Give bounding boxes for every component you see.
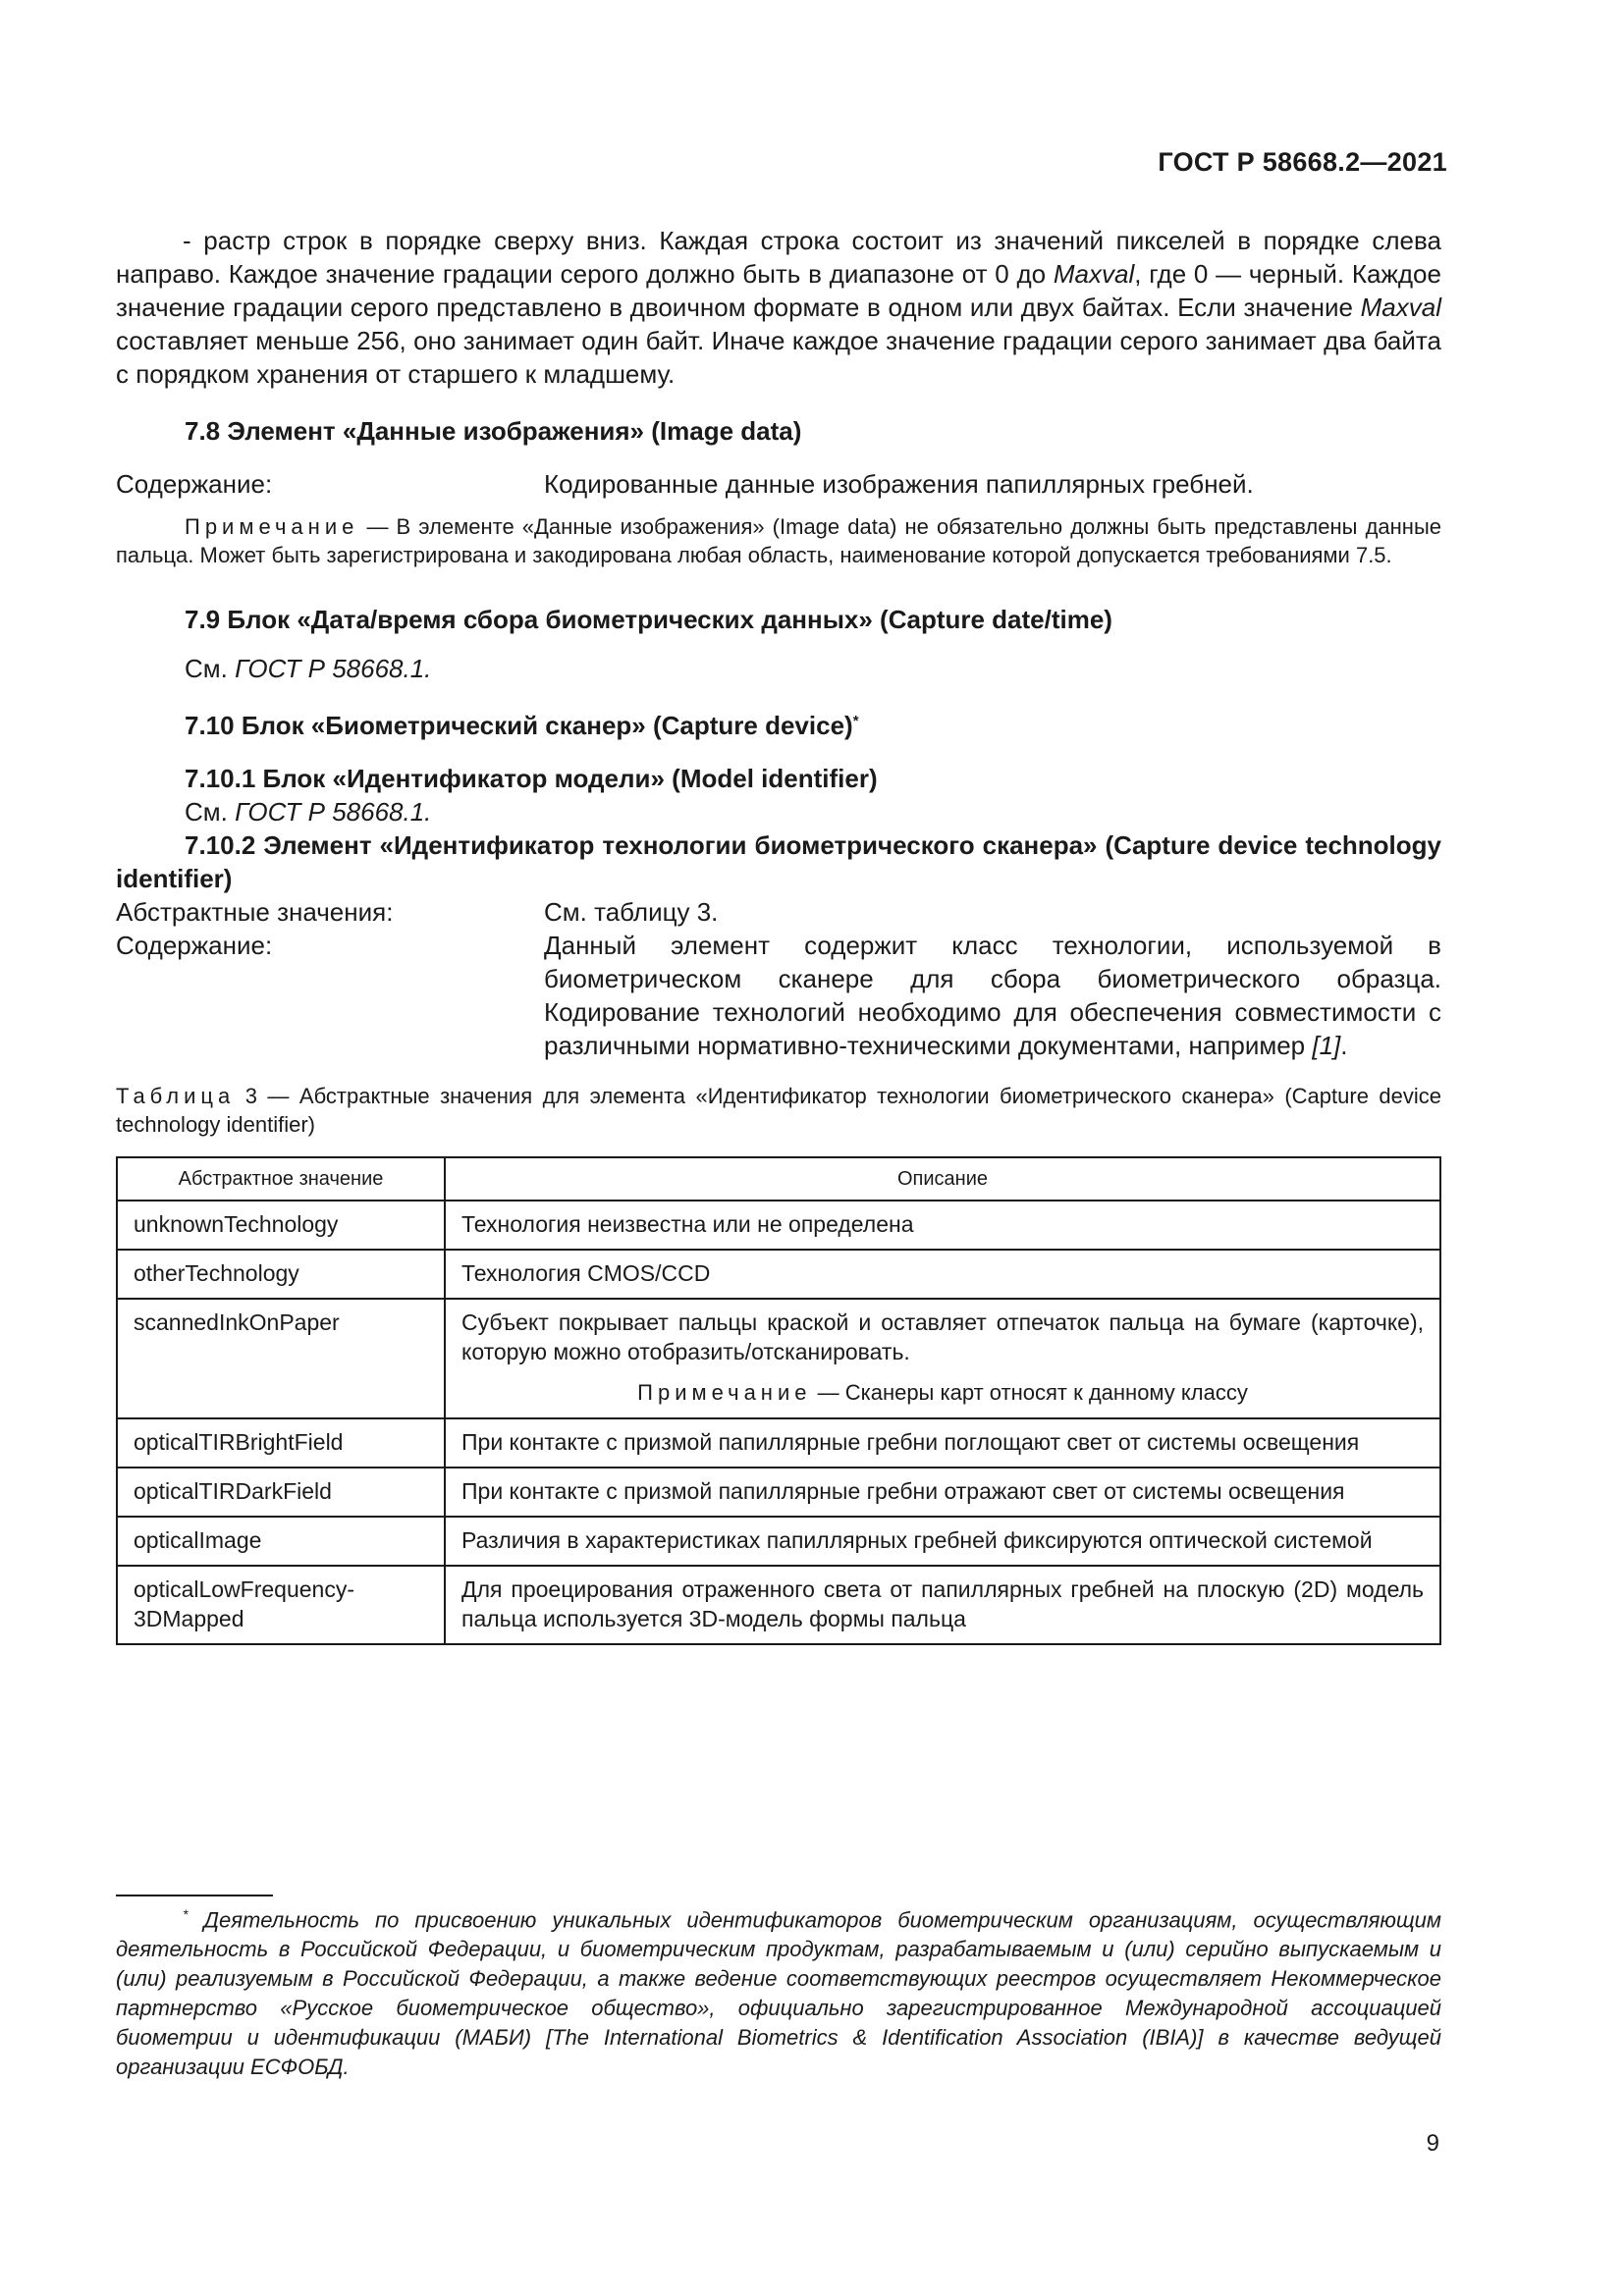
section-7-9-reference: См. ГОСТ Р 58668.1. (185, 654, 432, 683)
content-value: Данный элемент содержит класс технологии, используемой в биометрическом сканере для сбора биометрического образца. Кодирование технологий необходимо для обеспечения совместимости с различными нормативно-техническими документами, например [1]. (544, 931, 1441, 1060)
footnote: * Деятельность по присвоению уникальных идентификаторов биометрическим организациям, осуществляющим деятельность в Российской Федерации, и биометрическим продуктам, разрабатываемым и (или) серийно выпускаемым и (или) реализуемым в Российской Федерации, а также ведение соответствующих реестров осуществляет Некоммерческое партнерство «Русское биометрическое общество», официально зарегистрированное Международной ассоциацией биометрии и идентификации (МАБИ) [The International Biometrics & Identification Association (IBIA)] в качестве ведущей организации ЕСФОБД. (116, 1906, 1441, 2080)
table-row (117, 1201, 1440, 1250)
description-cell: Различия в характеристиках папиллярных гребней фиксируются оптической системой (445, 1517, 1440, 1566)
footnote-star: * (183, 1906, 189, 1922)
document-id-header: ГОСТ Р 58668.2—2021 (1158, 147, 1447, 177)
content-label: Содержание: (116, 931, 273, 960)
description-cell: Технология неизвестна или не определена (445, 1201, 1440, 1250)
description-cell: Для проецирования отраженного света от папиллярных гребней на плоскую (2D) модель пальца используется 3D-модель формы пальца (445, 1566, 1440, 1644)
content-value: Кодированные данные изображения папиллярных гребней. (544, 469, 1254, 499)
abstract-value-cell: otherTechnology (117, 1250, 445, 1299)
abstract-values-label: Абстрактные значения: (116, 897, 394, 927)
description-cell: Технология CMOS/CCD (445, 1250, 1440, 1299)
table-row (117, 1250, 1440, 1299)
table-3 (116, 1156, 1441, 1645)
column-header-abstract-value: Абстрактное значение (117, 1157, 445, 1201)
section-7-10-2-heading: 7.10.2 Элемент «Идентификатор технологии биометрического сканера» (Capture device technology identifier) (116, 830, 1441, 893)
content-row (116, 929, 1441, 1062)
abstract-value-cell: opticalLowFrequency-3DMapped (117, 1566, 445, 1644)
section-7-9-heading: 7.9 Блок «Дата/время сбора биометрических данных» (Capture date/time) (185, 605, 1112, 634)
column-header-description: Описание (445, 1157, 1440, 1201)
section-7-8-heading: 7.8 Элемент «Данные изображения» (Image data) (185, 416, 802, 446)
abstract-value-cell: opticalTIRBrightField (117, 1418, 445, 1468)
abstract-value-cell: opticalTIRDarkField (117, 1468, 445, 1517)
description-cell: Субъект покрывает пальцы краской и оставляет отпечаток пальца на бумаге (карточке), которую можно отобразить/отсканировать. Примечание — Сканеры карт относят к данному классу (445, 1299, 1440, 1418)
section-7-8-note: Примечание — В элементе «Данные изображения» (Image data) не обязательно должны быть представлены данные пальца. Может быть зарегистрирована и закодирована любая область, наименование которой допускается требованиями 7.5. (116, 514, 1441, 567)
footnote-marker: * (852, 713, 859, 729)
table-row (117, 1517, 1440, 1566)
section-7-8-content-row (116, 467, 1441, 501)
footnote-separator (116, 1895, 273, 1896)
table-3-caption: Таблица 3 — Абстрактные значения для элемента «Идентификатор технологии биометрического сканера» (Capture device technology identifier) (116, 1084, 1441, 1137)
section-7-10-heading: 7.10 Блок «Биометрический сканер» (Capture device)* (185, 711, 859, 740)
description-cell: При контакте с призмой папиллярные гребни поглощают свет от системы освещения (445, 1418, 1440, 1468)
intro-paragraph: - растр строк в порядке сверху вниз. Каждая строка состоит из значений пикселей в порядке слева направо. Каждое значение градации серого должно быть в диапазоне от 0 до Maxval, где 0 — черный. Каждое значение градации серого представлено в двоичном формате в одном или двух байтах. Если значение Maxval составляет меньше 256, оно занимает один байт. Иначе каждое значение градации серого занимает два байта с порядком хранения от старшего к младшему. (116, 226, 1441, 389)
page-content (116, 224, 1441, 1645)
table-header-row (117, 1157, 1440, 1201)
section-7-10-1-reference: См. ГОСТ Р 58668.1. (185, 797, 432, 827)
description-cell: При контакте с призмой папиллярные гребни отражают свет от системы освещения (445, 1468, 1440, 1517)
table-row (117, 1468, 1440, 1517)
table-row (117, 1299, 1440, 1418)
abstract-value-cell: scannedInkOnPaper (117, 1299, 445, 1418)
section-7-10-1-heading: 7.10.1 Блок «Идентификатор модели» (Model identifier) (185, 764, 878, 793)
table-cell-note: Примечание — Сканеры карт относят к данному классу (637, 1380, 1248, 1405)
abstract-values-value: См. таблицу 3. (544, 897, 719, 927)
table-row (117, 1566, 1440, 1644)
table-row (117, 1418, 1440, 1468)
abstract-values-row (116, 895, 1441, 929)
abstract-value-cell: opticalImage (117, 1517, 445, 1566)
content-label: Содержание: (116, 469, 273, 499)
page-number: 9 (1426, 2130, 1439, 2157)
abstract-value-cell: unknownTechnology (117, 1201, 445, 1250)
